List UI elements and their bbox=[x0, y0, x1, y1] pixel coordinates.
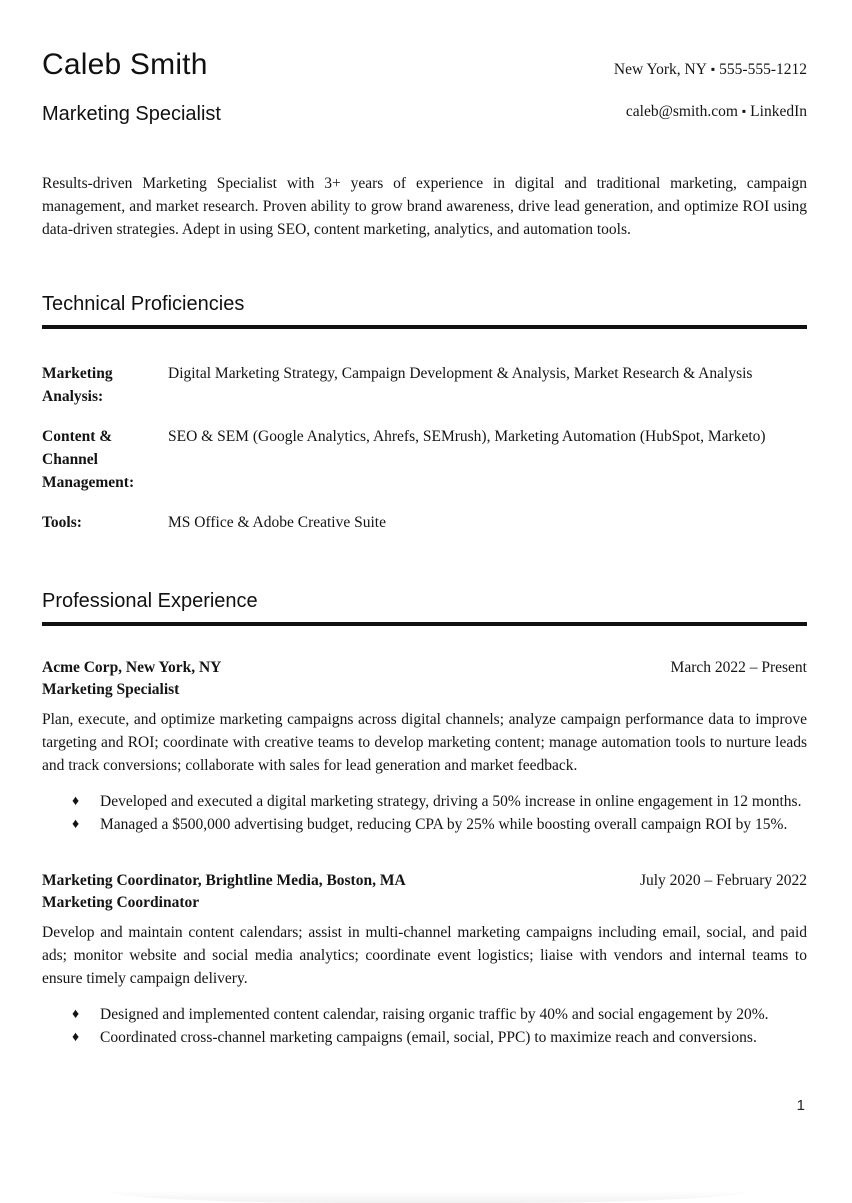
job-bullet-text: Managed a $500,000 advertising budget, reducing CPA by 25% while boosting overall campaign ROI by 15%. bbox=[100, 816, 788, 833]
proficiency-value: MS Office & Adobe Creative Suite bbox=[168, 514, 386, 531]
job-company: Acme Corp, New York, NY bbox=[42, 659, 222, 676]
job-bullet-item bbox=[42, 1026, 807, 1049]
section-divider bbox=[42, 622, 807, 626]
job-dates: July 2020 – February 2022 bbox=[639, 872, 807, 889]
job-role: Marketing Specialist bbox=[42, 681, 180, 698]
job-company: Marketing Coordinator, Brightline Media, Boston, MA bbox=[42, 872, 406, 889]
page-bottom-edge-shadow bbox=[106, 1191, 746, 1203]
contact-separator: ▪ bbox=[741, 104, 747, 119]
job-bullet-text: Coordinated cross-channel marketing campaigns (email, social, PPC) to maximize reach and conversions. bbox=[100, 1029, 757, 1046]
section-heading-professional-experience: Professional Experience bbox=[42, 590, 258, 612]
contact-line-1 bbox=[614, 60, 807, 80]
section-divider bbox=[42, 325, 807, 329]
contact-line-2 bbox=[614, 102, 807, 122]
job-bullet-list bbox=[42, 790, 807, 836]
job-bullet-list bbox=[42, 1003, 807, 1049]
contact-email: caleb@smith.com bbox=[625, 103, 738, 121]
section-heading-technical-proficiencies: Technical Proficiencies bbox=[42, 293, 245, 315]
job-bullet-text: Developed and executed a digital marketing strategy, driving a 50% increase in online engagement in 12 months. bbox=[100, 793, 802, 810]
page-number: 1 bbox=[796, 1097, 805, 1114]
contact-block bbox=[614, 48, 807, 122]
proficiency-label: Content & Channel Management: bbox=[42, 428, 135, 491]
job-role: Marketing Coordinator bbox=[42, 894, 200, 911]
job-bullet-item bbox=[42, 813, 807, 836]
job-description: Plan, execute, and optimize marketing campaigns across digital channels; analyze campaign performance data to improve targeting and ROI; coordinate with creative teams to develop marketing content; manage automation tools to nurture leads and track conversions; collaborate with sales for lead generation and market feedback. bbox=[42, 711, 807, 774]
proficiency-value: SEO & SEM (Google Analytics, Ahrefs, SEMrush), Marketing Automation (HubSpot, Marketo) bbox=[168, 428, 766, 445]
contact-linkedin-link[interactable]: LinkedIn bbox=[750, 103, 807, 121]
resume-header bbox=[42, 48, 807, 126]
job-entry-brightline-media bbox=[42, 870, 807, 1049]
job-bullet-text: Designed and implemented content calendar, raising organic traffic by 40% and social engagement by 20%. bbox=[100, 1006, 769, 1023]
contact-separator: ▪ bbox=[710, 62, 716, 76]
diamond-bullet-icon: ♦ bbox=[72, 1007, 80, 1022]
job-description: Develop and maintain content calendars; assist in multi-channel marketing campaigns including email, social, and paid ads; monitor website and social media analytics; coordinate event logistics; liaise with vendors and internal teams to ensure timely campaign delivery. bbox=[42, 924, 807, 987]
professional-summary: Results-driven Marketing Specialist with 3+ years of experience in digital and traditional marketing, campaign management, and market research. Proven ability to grow brand awareness, drive lead generation, and optimize ROI using data-driven strategies. Adept in using SEO, content marketing, analytics, and automation tools. bbox=[42, 175, 807, 238]
proficiency-label: Tools: bbox=[42, 514, 82, 531]
candidate-name: Caleb Smith bbox=[42, 48, 208, 81]
proficiency-label: Marketing Analysis: bbox=[42, 365, 113, 405]
diamond-bullet-icon: ♦ bbox=[72, 817, 80, 832]
diamond-bullet-icon: ♦ bbox=[72, 1030, 80, 1045]
proficiency-value: Digital Marketing Strategy, Campaign Development & Analysis, Market Research & Analysis bbox=[168, 365, 753, 382]
identity-block bbox=[42, 48, 221, 126]
job-dates: March 2022 – Present bbox=[670, 659, 807, 676]
contact-phone: 555-555-1212 bbox=[719, 61, 807, 78]
job-header bbox=[42, 870, 807, 892]
job-bullet-item bbox=[42, 1003, 807, 1026]
contact-location: New York, NY bbox=[613, 61, 707, 78]
diamond-bullet-icon: ♦ bbox=[72, 794, 80, 809]
candidate-title: Marketing Specialist bbox=[42, 103, 221, 125]
proficiencies-table bbox=[42, 362, 807, 534]
job-header bbox=[42, 657, 807, 679]
job-entry-acme-corp bbox=[42, 657, 807, 836]
job-bullet-item bbox=[42, 790, 807, 813]
